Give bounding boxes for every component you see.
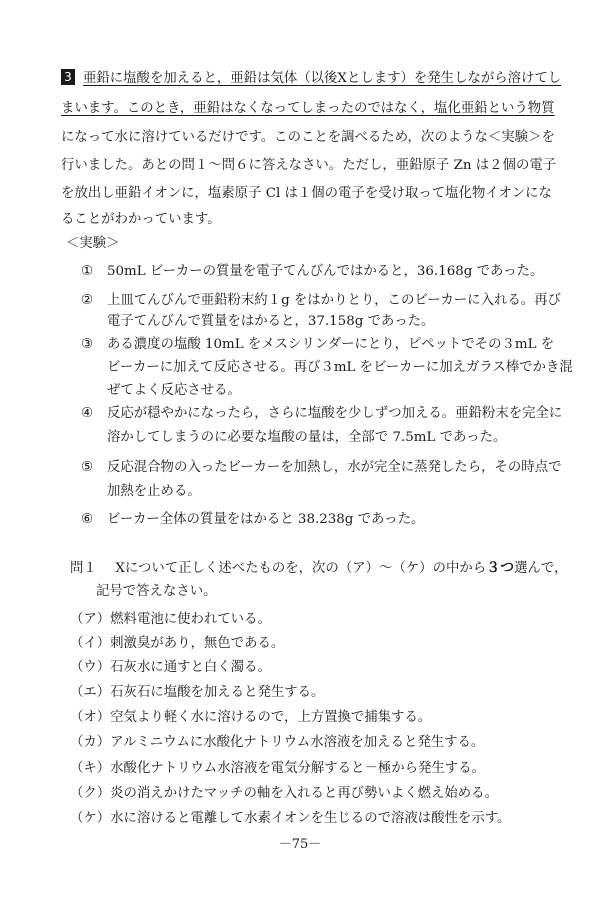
experiment-step-5 <box>81 458 562 499</box>
step-number: ⑤ <box>81 460 94 475</box>
intro-line: ることがわかっています。 <box>61 212 221 227</box>
option-u: （ウ）石灰水に通すと白く濁る。 <box>70 660 271 675</box>
intro-text: 亜鉛に塩酸を加えると，亜鉛は気体（以後Xとします）を発生しながら溶けてし <box>83 71 562 86</box>
intro-line <box>61 69 561 89</box>
q1-emphasis: ３つ <box>486 560 515 576</box>
q1-label: 問１ <box>70 561 97 576</box>
option-o: （オ）空気より軽く水に溶けるので，上方置換で捕集する。 <box>70 710 432 725</box>
option-ke: （ケ）水に溶けると電離して水素イオンを生じるので溶液は酸性を示す。 <box>70 811 511 826</box>
step-text: 電子てんびんで質量をはかると，37.158g であった。 <box>107 314 435 329</box>
step-number: ② <box>81 293 94 308</box>
q1-line: 記号で答えなさい。 <box>96 584 217 599</box>
experiment-step-3 <box>81 335 573 398</box>
experiment-step-2 <box>81 291 561 329</box>
step-text: 加熱を止める。 <box>107 484 201 499</box>
step-text: 50mL ビーカーの質量を電子てんびんではかると，36.168g であった。 <box>107 264 544 279</box>
intro-line: 行いました。あとの問１～問６に答えなさい。ただし，亜鉛原子 Zn は２個の電子 <box>61 158 557 173</box>
option-i: （イ）刺激臭があり，無色である。 <box>70 636 285 651</box>
option-ku: （ク）炎の消えかけたマッチの軸を入れると再び勢いよく燃え始める。 <box>70 786 498 801</box>
step-text: 溶かしてしまうのに必要な塩酸の量は，全部で 7.5mL であった。 <box>107 430 507 445</box>
option-a: （ア）燃料電池に使われている。 <box>70 612 271 627</box>
option-e: （エ）石灰石に塩酸を加えると発生する。 <box>70 685 325 700</box>
experiment-step-4 <box>81 404 563 445</box>
experiment-heading: ＜実験＞ <box>66 236 120 251</box>
q1-text: 選んで， <box>514 561 568 576</box>
option-ki: （キ）水酸化ナトリウム水溶液を電気分解すると－極から発生する。 <box>70 761 485 776</box>
option-ka: （カ）アルミニウムに水酸化ナトリウム水溶液を加えると発生する。 <box>70 735 485 750</box>
step-number: ⑥ <box>81 512 94 527</box>
step-number: ① <box>81 264 94 279</box>
step-number: ③ <box>81 337 94 352</box>
step-text: ある濃度の塩酸 10mL をメスシリンダーにとり，ピペットでその３mL を <box>107 337 555 352</box>
question-number-badge: 3 <box>61 69 75 85</box>
q1-text: Xについて正しく述べたものを，次の（ア）～（ケ）の中から <box>115 561 487 576</box>
step-text: ビーカーに加えて反応させる。再び３mL をビーカーに加えガラス棒でかき混 <box>107 360 573 375</box>
intro-line: になって水に溶けているだけです。このことを調べるため，次のような＜実験＞を <box>61 130 555 145</box>
q1-line <box>70 558 567 579</box>
step-text: ビーカー全体の質量をはかると 38.238g であった。 <box>107 512 425 527</box>
experiment-step-1 <box>81 262 544 282</box>
step-text: 上皿てんびんで亜鉛粉末約１g をはかりとり，このビーカーに入れる。再び <box>107 293 561 308</box>
step-text: 反応混合物の入ったビーカーを加熱し，水が完全に蒸発したら，その時点で <box>107 460 562 475</box>
step-text: 反応が穏やかになったら，さらに塩酸を少しずつ加える。亜鉛粉末を完全に <box>107 406 563 421</box>
step-text: ぜてよく反応させる。 <box>107 383 241 398</box>
intro-line: まいます。このとき，亜鉛はなくなってしまったのではなく，塩化亜鉛という物質 <box>61 101 555 116</box>
experiment-step-6 <box>81 510 425 530</box>
intro-line: を放出し亜鉛イオンに，塩素原子 Cl は１個の電子を受け取って塩化物イオンにな <box>61 186 552 201</box>
page-number: －75－ <box>278 837 322 852</box>
step-number: ④ <box>81 406 94 421</box>
